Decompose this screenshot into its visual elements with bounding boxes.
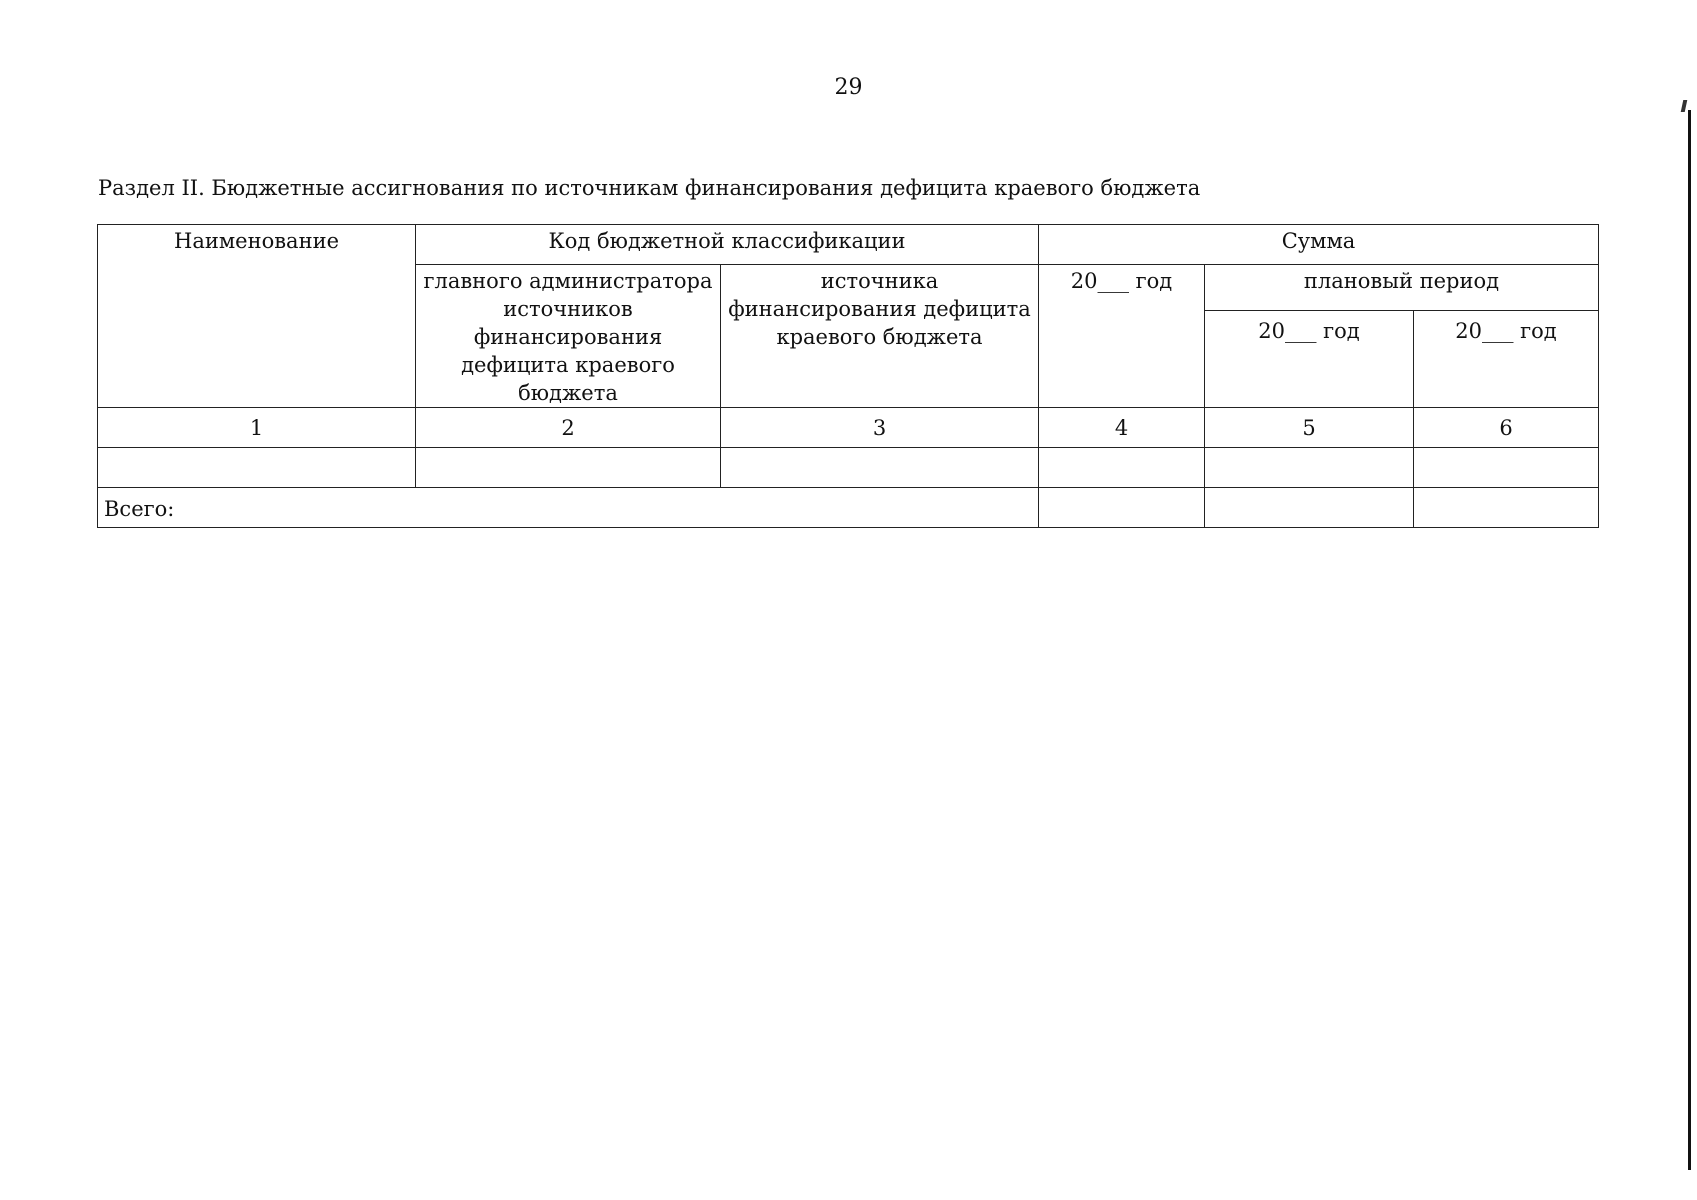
section-title: Раздел II. Бюджетные ассигнования по источникам финансирования дефицита краевого бюджета xyxy=(98,176,1201,200)
header-plan-year-2: 20___ год xyxy=(1414,311,1599,408)
empty-cell xyxy=(1205,448,1414,488)
header-planned-period: плановый период xyxy=(1205,265,1599,311)
column-number-5: 5 xyxy=(1205,408,1414,448)
column-number-4: 4 xyxy=(1039,408,1205,448)
column-number-row xyxy=(98,408,1599,448)
total-cell-plan-1 xyxy=(1205,488,1414,528)
header-code-source: источника финансирования дефицита краевого бюджета xyxy=(721,265,1039,408)
empty-cell xyxy=(98,448,416,488)
empty-cell xyxy=(1039,448,1205,488)
header-row-1 xyxy=(98,225,1599,265)
empty-cell xyxy=(416,448,721,488)
header-plan-year-1: 20___ год xyxy=(1205,311,1414,408)
column-number-2: 2 xyxy=(416,408,721,448)
header-code-group: Код бюджетной классификации xyxy=(416,225,1039,265)
empty-cell xyxy=(721,448,1039,488)
data-row-empty xyxy=(98,448,1599,488)
total-cell-year xyxy=(1039,488,1205,528)
scan-edge-line xyxy=(1688,110,1691,1170)
header-code-admin: главного администратора источников финансирования дефицита краевого бюджета xyxy=(416,265,721,408)
header-name: Наименование xyxy=(98,225,416,408)
scan-artifact-mark xyxy=(1681,100,1688,112)
page-number: 29 xyxy=(834,75,863,100)
column-number-1: 1 xyxy=(98,408,416,448)
empty-cell xyxy=(1414,448,1599,488)
header-sum-group: Сумма xyxy=(1039,225,1599,265)
column-number-6: 6 xyxy=(1414,408,1599,448)
budget-allocations-table xyxy=(97,224,1599,528)
total-row xyxy=(98,488,1599,528)
total-cell-plan-2 xyxy=(1414,488,1599,528)
total-label: Всего: xyxy=(98,488,1039,528)
header-current-year: 20___ год xyxy=(1039,265,1205,408)
column-number-3: 3 xyxy=(721,408,1039,448)
